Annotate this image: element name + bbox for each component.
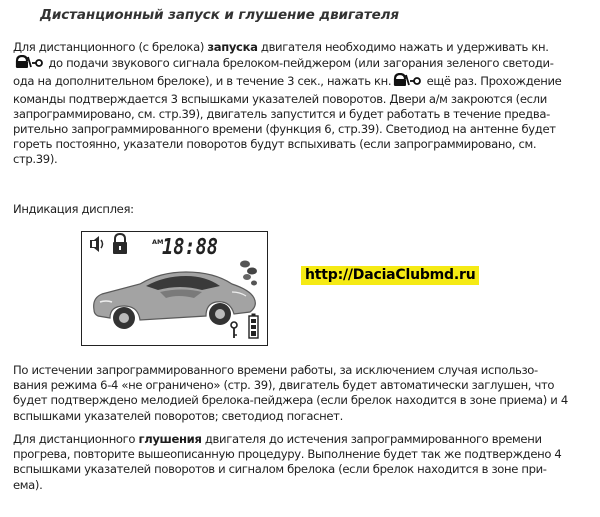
text-line: вспышками указателей поворотов; светодиод погаснет. — [13, 408, 343, 423]
text-line: запрограммировано, см. стр.39), двигатель запустится и будет работать в течение предва- — [13, 106, 550, 121]
remote-stop-paragraph — [13, 432, 593, 493]
bold-term-stop: глушения — [138, 432, 202, 446]
car-icon — [94, 272, 256, 329]
battery-icon — [249, 314, 258, 339]
auto-stop-paragraph — [13, 363, 593, 424]
lcd-time: 18:88 — [162, 235, 218, 260]
text-line: вания режима 6-4 «не ограничено» (стр. 39), двигатель будет автоматически заглушен, что — [13, 378, 555, 393]
text-segment: ода на дополнительном брелоке), и в течение 3 сек., нажать кн. — [13, 74, 392, 89]
text-segment: Для дистанционного — [13, 432, 139, 446]
padlock-icon — [113, 234, 127, 254]
text-segment: до подачи звукового сигнала брелоком-пейджером (или загорания зеленого светоди- — [45, 56, 554, 71]
page-title: Дистанционный запуск и глушение двигателя — [40, 7, 399, 23]
lock-slash-key-icon — [393, 73, 421, 91]
exhaust-icon — [240, 261, 257, 286]
text-segment: двигателя необходимо нажать и удерживать кн. — [257, 40, 549, 54]
text-line: По истечении запрограммированного времени работы, за исключением случая использо- — [13, 363, 538, 377]
watermark-link[interactable]: http://DaciaClubmd.ru — [301, 266, 479, 285]
text-line: рительно запрограммированного времени (функция 6, стр.39). Светодиод на антенне будет — [13, 122, 556, 137]
start-instructions-paragraph — [13, 40, 593, 168]
key-icon — [231, 322, 237, 338]
text-segment: двигателя до истечения запрограммированного времени — [201, 432, 542, 446]
display-indication-label: Индикация дисплея: — [13, 202, 134, 216]
text-line: прогрева, повторите вышеописанную процедуру. Выполнение будет так же подтверждено 4 — [13, 447, 562, 462]
text-line: гореть постоянно, указатели поворотов будут вспыхивать (если запрограммировано, см. — [13, 137, 537, 152]
text-line: команды подтверждается 3 вспышками указателей поворотов. Двери а/м закроются (если — [13, 91, 547, 106]
am-indicator: AM — [152, 238, 164, 246]
bold-term-start: запуска — [207, 40, 258, 54]
text-segment: Для дистанционного (с брелока) — [13, 40, 208, 54]
text-line: стр.39). — [13, 152, 58, 167]
lcd-display — [81, 231, 268, 346]
text-segment: ещё раз. Прохождение — [423, 74, 562, 89]
text-line: будет подтверждено мелодией брелока-пейджера (если брелок находится в зоне приема) и 4 — [13, 393, 568, 408]
lock-slash-key-icon — [15, 55, 43, 73]
text-line: вспышками указателей поворотов и сигналом брелока (если брелок находится в зоне при- — [13, 462, 547, 477]
text-line: ема). — [13, 477, 43, 492]
sound-icon — [90, 236, 103, 252]
